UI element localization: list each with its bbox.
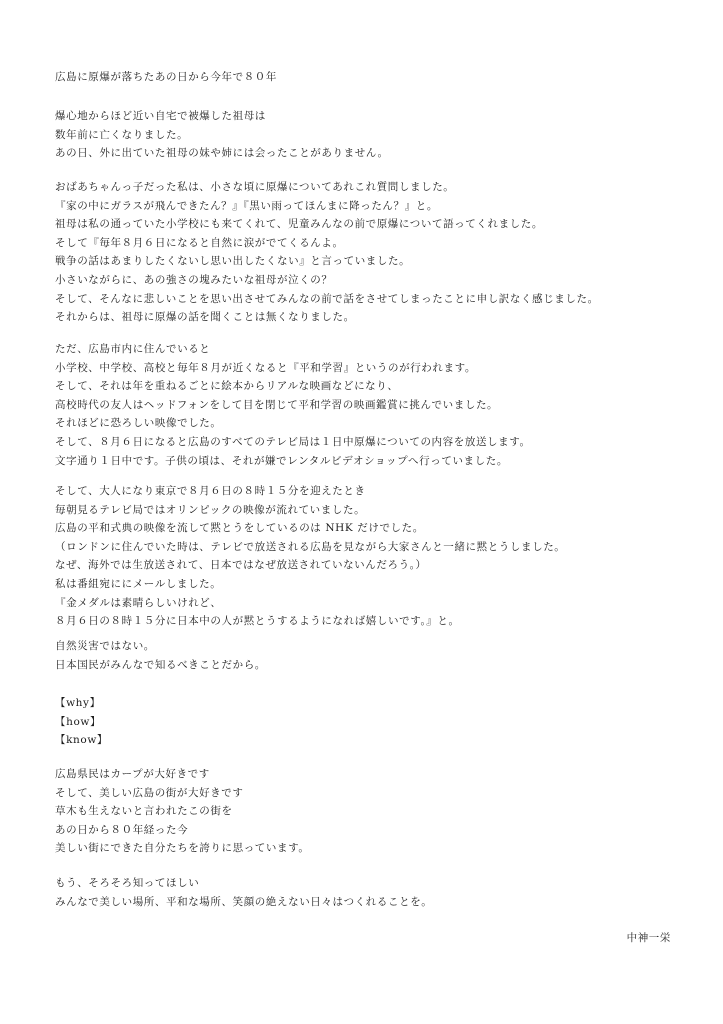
text-line: 『家の中にガラスが飛んできたん？』『黒い雨ってほんまに降ったん？』と。: [55, 199, 438, 212]
text-line: それからは、祖母に原爆の話を聞くことは無くなりました。: [55, 311, 355, 324]
text-line: 戦争の話はあまりしたくないし思い出したくない』と言っていました。: [55, 255, 411, 268]
text-line: 高校時代の友人はヘッドフォンをして目を閉じて平和学習の映画鑑賞に挑んでいました。: [55, 398, 499, 411]
text-line: 美しい街にできた自分たちを誇りに思っています。: [55, 842, 310, 855]
text-line: 数年前に亡くなりました。: [55, 128, 189, 141]
document-title: [55, 68, 695, 87]
paragraph-8: [55, 874, 695, 911]
text-line: みんなで美しい場所、平和な場所、笑顔の絶えない日々はつくれることを。: [55, 895, 433, 908]
author-signature: 中神一栄: [626, 932, 671, 944]
text-line: そして、そんなに悲しいことを思い出させてみんなの前で話をさせてしまったことに申し訳なく感じました。: [55, 292, 599, 305]
text-line: 自然災害ではない。: [55, 640, 155, 652]
text-line: もう、そろそろ知ってほしい: [55, 877, 200, 889]
text-line: 爆心地からほど近い自宅で被爆した祖母は: [55, 110, 266, 122]
title-line: 広島に原爆が落ちたあの日から今年で８０年: [55, 71, 277, 83]
keyword-how: 【how】: [55, 715, 102, 728]
text-line: あの日から８０年経った今: [55, 823, 189, 836]
text-line: 私は番組宛ににメールしました。: [55, 577, 222, 590]
text-line: そして、大人になり東京で８月６日の８時１５分を迎えたとき: [55, 485, 366, 497]
paragraph-1: [55, 107, 695, 163]
paragraph-2: [55, 178, 695, 327]
paragraph-3: [55, 340, 695, 470]
text-line: おばあちゃんっ子だった私は、小さな頃に原爆についてあれこれ質問しました。: [55, 181, 455, 193]
text-line: 小さいながらに、あの強さの塊みたいな祖母が泣くの？: [55, 273, 333, 286]
text-line: そして『毎年８月６日になると自然に涙がでてくるんよ。: [55, 236, 344, 249]
text-line: それほどに恐ろしい映像でした。: [55, 417, 222, 430]
text-line: 『金メダルは素晴らしいけれど、: [55, 596, 222, 609]
text-line: あの日、外に出ていた祖母の妹や姉には会ったことがありません。: [55, 147, 389, 160]
text-line: 広島県民はカープが大好きです: [55, 768, 210, 780]
text-line: 祖母は私の通っていた小学校にも来てくれて、児童みんなの前で原爆について語ってくれました。: [55, 218, 543, 231]
text-line: そして、それは年を重ねるごとに絵本からリアルな映画などになり、: [55, 380, 399, 393]
text-line: 文字通り１日中です。子供の頃は、それが嫌でレンタルビデオショップへ行っていました。: [55, 454, 508, 467]
paragraph-5: [55, 637, 695, 674]
text-line: （ロンドンに住んでいた時は、テレビで放送される広島を見ながら大家さんと一緒に黙とうしました。: [55, 540, 566, 553]
paragraph-4: [55, 482, 695, 631]
text-line: そして、美しい広島の街が大好きです: [55, 786, 244, 799]
text-line: 広島の平和式典の映像を流して黙とうをしているのは NHK だけでした。: [55, 522, 424, 535]
text-line: 日本国民がみんなで知るべきことだから。: [55, 658, 266, 671]
text-line: そして、８月６日になると広島のすべてのテレビ局は１日中原爆についての内容を放送します。: [55, 435, 531, 448]
paragraph-7: [55, 765, 695, 858]
text-line: ８月６日の８時１５分に日本中の人が黙とうするようになれば嬉しいです。』と。: [55, 615, 460, 628]
text-line: ただ、広島市内に住んでいると: [55, 343, 211, 355]
keyword-why: 【why】: [55, 697, 101, 709]
text-line: 草木も生えないと言われたこの街を: [55, 805, 233, 818]
text-line: なぜ、海外では生放送されて、日本ではなぜ放送されていないんだろう。）: [55, 559, 427, 572]
text-line: 小学校、中学校、高校と毎年８月が近くなると『平和学習』というのが行われます。: [55, 361, 476, 374]
text-line: 毎朝見るテレビ局ではオリンピックの映像が流れていました。: [55, 503, 366, 516]
paragraph-keywords: [55, 694, 695, 750]
keyword-know: 【know】: [55, 734, 109, 747]
